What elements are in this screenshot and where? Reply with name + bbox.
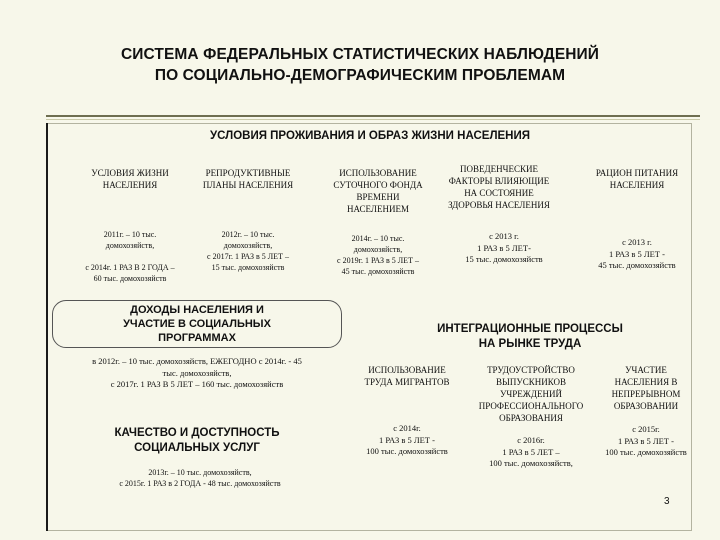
integration-col-2-heading bbox=[466, 364, 596, 424]
living-section-heading: УСЛОВИЯ ПРОЖИВАНИЯ И ОБРАЗ ЖИЗНИ НАСЕЛЕНИЯ bbox=[209, 130, 531, 142]
text-line: домохозяйств, bbox=[223, 241, 273, 250]
text-line: с 2015г. bbox=[632, 424, 660, 434]
heading-line: ПЛАНЫ НАСЕЛЕНИЯ bbox=[202, 180, 294, 190]
text-line: 100 тыс. домохозяйств bbox=[366, 446, 448, 456]
text-line: с 2015г. 1 РАЗ в 2 ГОДА - 48 тыс. домохозяйств bbox=[119, 479, 281, 488]
text-line: 1 РАЗ в 5 ЛЕТ - bbox=[618, 435, 674, 446]
text-line: домохозяйств, bbox=[105, 241, 155, 250]
text-line: с 2019г. 1 РАЗ в 5 ЛЕТ – bbox=[337, 256, 419, 265]
heading-line: ВРЕМЕНИ bbox=[356, 192, 400, 202]
heading-line: ФАКТОРЫ ВЛИЯЮЩИЕ bbox=[448, 176, 550, 186]
heading-line: НА РЫНКЕ ТРУДА bbox=[478, 338, 582, 350]
heading-line: НАСЕЛЕНИЯ bbox=[102, 180, 158, 190]
living-col-4-text bbox=[448, 231, 560, 266]
text-line: с 2014г. 1 РАЗ В 2 ГОДА – bbox=[85, 263, 175, 272]
quality-section-heading bbox=[52, 426, 342, 455]
slide-title-line-1: СИСТЕМА ФЕДЕРАЛЬНЫХ СТАТИСТИЧЕСКИХ НАБЛЮДЕНИЙ bbox=[120, 46, 600, 63]
heading-line: ТРУДА МИГРАНТОВ bbox=[364, 377, 450, 387]
living-col-2-heading bbox=[190, 167, 306, 191]
text-line: 1 РАЗ в 5 ЛЕТ – bbox=[502, 446, 560, 457]
title-divider bbox=[46, 115, 700, 117]
integration-col-1-text bbox=[350, 423, 464, 458]
integration-section-heading bbox=[380, 322, 680, 352]
heading-line: ПРОГРАММАХ bbox=[158, 332, 236, 344]
text-line: в 2012г. – 10 тыс. домохозяйств, ЕЖЕГОДНО с 2014г. - 45 bbox=[92, 356, 302, 366]
text-line: 2012г. – 10 тыс. bbox=[221, 230, 275, 239]
heading-line: ТРУДОУСТРОЙСТВО bbox=[487, 365, 575, 375]
slide-title bbox=[60, 44, 660, 86]
integration-col-3-heading bbox=[596, 364, 696, 412]
heading-line: ВЫПУСКНИКОВ bbox=[495, 377, 566, 387]
heading-line: ОБРАЗОВАНИЯ bbox=[499, 413, 563, 423]
living-col-3-heading bbox=[318, 167, 438, 215]
living-col-5-text bbox=[584, 237, 690, 272]
living-col-1-heading bbox=[78, 167, 182, 191]
text-line: с 2013 г. bbox=[622, 237, 652, 247]
text-line: 1 РАЗ в 5 ЛЕТ - bbox=[379, 434, 435, 445]
living-col-5-heading bbox=[582, 167, 692, 191]
text-line bbox=[68, 251, 192, 262]
text-line: с 2017г. 1 РАЗ В 5 ЛЕТ – 160 тыс. домохозяйств bbox=[110, 379, 284, 389]
income-section-heading bbox=[52, 300, 342, 348]
heading-line: ЗДОРОВЬЯ НАСЕЛЕНИЯ bbox=[448, 200, 550, 210]
frame-left-border bbox=[46, 123, 48, 531]
heading-line: РАЦИОН ПИТАНИЯ bbox=[595, 168, 679, 178]
heading-line: НАСЕЛЕНИЕМ bbox=[346, 204, 410, 214]
page-number: 3 bbox=[664, 496, 670, 507]
text-line: с 2016г. bbox=[517, 435, 545, 445]
text-line: с 2014г. bbox=[393, 423, 421, 433]
heading-line: НАСЕЛЕНИЯ bbox=[609, 180, 665, 190]
living-col-2-text bbox=[190, 229, 306, 273]
text-line: 100 тыс. домохозяйств bbox=[605, 447, 687, 457]
text-line: с 2017г. 1 РАЗ в 5 ЛЕТ – bbox=[207, 252, 289, 261]
heading-line: ПРОФЕССИОНАЛЬНОГО bbox=[478, 401, 584, 411]
heading-line: СУТОЧНОГО ФОНДА bbox=[333, 180, 423, 190]
text-line: 45 тыс. домохозяйств bbox=[598, 260, 676, 270]
heading-line: ПОВЕДЕНЧЕСКИЕ bbox=[460, 164, 538, 174]
text-line: 2011г. – 10 тыс. bbox=[103, 230, 157, 239]
heading-line: НЕПРЕРЫВНОМ bbox=[611, 389, 681, 399]
living-col-1-text bbox=[68, 229, 192, 284]
title-divider-thin bbox=[46, 119, 700, 120]
text-line: с 2013 г. bbox=[489, 231, 519, 241]
living-col-3-text bbox=[318, 233, 438, 277]
text-line: 1 РАЗ в 5 ЛЕТ- bbox=[477, 242, 531, 253]
text-line: домохозяйств, bbox=[353, 245, 403, 254]
income-text bbox=[54, 356, 340, 391]
text-line: 100 тыс. домохозяйств, bbox=[489, 458, 573, 468]
text-line: 15 тыс. домохозяйств bbox=[465, 254, 543, 264]
integration-col-2-text bbox=[472, 435, 590, 470]
text-line: тыс. домохозяйств, bbox=[162, 367, 232, 378]
heading-line: ИНТЕГРАЦИОННЫЕ ПРОЦЕССЫ bbox=[437, 323, 623, 335]
heading-line: ИСПОЛЬЗОВАНИЕ bbox=[368, 365, 446, 375]
heading-line: ИСПОЛЬЗОВАНИЕ bbox=[339, 168, 417, 178]
integration-col-3-text bbox=[596, 424, 696, 459]
living-col-4-heading bbox=[428, 163, 570, 211]
integration-col-1-heading bbox=[350, 364, 464, 388]
heading-line: ДОХОДЫ НАСЕЛЕНИЯ И bbox=[130, 304, 264, 316]
slide-title-line-2: ПО СОЦИАЛЬНО-ДЕМОГРАФИЧЕСКИМ ПРОБЛЕМАМ bbox=[154, 67, 566, 84]
text-line: 2014г. – 10 тыс. bbox=[351, 234, 405, 243]
heading-line: НА СОСТОЯНИЕ bbox=[464, 188, 534, 198]
text-line: 45 тыс. домохозяйств bbox=[341, 267, 415, 276]
heading-line: РЕПРОДУКТИВНЫЕ bbox=[205, 168, 291, 178]
heading-line: КАЧЕСТВО И ДОСТУПНОСТЬ bbox=[114, 427, 280, 439]
text-line: 15 тыс. домохозяйств bbox=[211, 263, 285, 272]
heading-line: СОЦИАЛЬНЫХ УСЛУГ bbox=[134, 441, 260, 454]
heading-line: ОБРАЗОВАНИИ bbox=[613, 401, 679, 411]
heading-line: НАСЕЛЕНИЯ В bbox=[614, 377, 678, 387]
text-line: 2013г. – 10 тыс. домохозяйств, bbox=[148, 468, 252, 477]
quality-text bbox=[70, 467, 330, 489]
heading-line: УЧАСТИЕ В СОЦИАЛЬНЫХ bbox=[123, 318, 271, 330]
text-line: 60 тыс. домохозяйств bbox=[93, 274, 167, 283]
heading-line: УСЛОВИЯ ЖИЗНИ bbox=[91, 168, 169, 178]
heading-line: УЧАСТИЕ bbox=[625, 365, 667, 375]
heading-line: УЧРЕЖДЕНИЙ bbox=[500, 389, 562, 399]
text-line: 1 РАЗ в 5 ЛЕТ - bbox=[609, 248, 665, 259]
